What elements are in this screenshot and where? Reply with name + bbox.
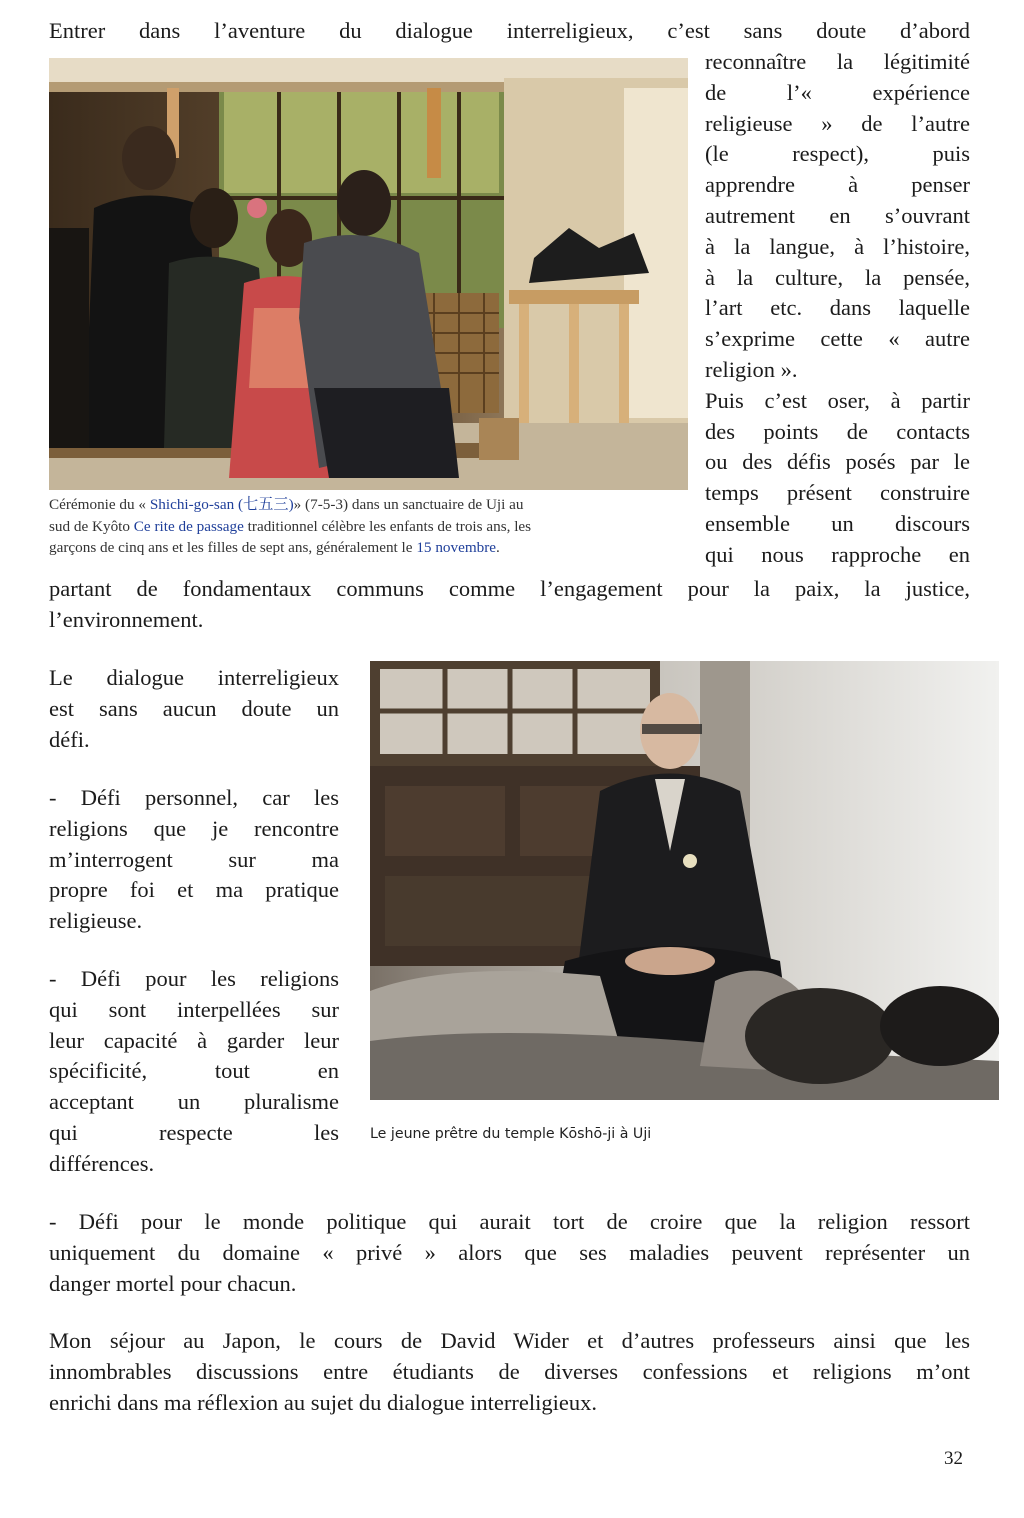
text-line: religieuse » de l’autre: [705, 110, 970, 136]
photo-1-caption: [49, 494, 689, 559]
caption-text: » (7-5-3) dans un sanctuaire de Uji au: [293, 496, 524, 513]
politics-challenge-line: danger mortel pour chacun.: [49, 1271, 297, 1296]
text-line: spécificité, tout en: [49, 1058, 339, 1084]
caption-text: garçons de cinq ans et les filles de sept ans, généralement le: [49, 539, 417, 556]
text-line: (le respect), puis: [705, 141, 970, 167]
politics-challenge-line: uniquement du domaine « privé » alors que ses maladies peuvent représenter un: [49, 1240, 970, 1265]
text-line: temps présent construire: [705, 480, 970, 506]
intro-line: partant de fondamentaux communs comme l’engagement pour la paix, la justice,: [49, 576, 970, 601]
text-line: est sans aucun doute un: [49, 695, 339, 721]
text-line: autrement en s’ouvrant: [705, 202, 970, 228]
closing-line: enrichi dans ma réflexion au sujet du dialogue interreligieux.: [49, 1390, 597, 1415]
intro-line: l’environnement.: [49, 607, 204, 632]
caption-text: sud de Kyôto: [49, 517, 134, 535]
text-line: reconnaître la légitimité: [705, 49, 970, 74]
text-line: qui respecte les: [49, 1119, 339, 1145]
challenge-intro-paragraph: [49, 663, 339, 755]
text-line: à la langue, à l’histoire,: [705, 233, 970, 259]
text-line: religions que je rencontre: [49, 815, 339, 841]
text-line: acceptant un pluralisme: [49, 1089, 339, 1115]
religions-challenge-paragraph: [49, 964, 339, 1180]
intro-line: Entrer dans l’aventure du dialogue interreligieux, c’est sans doute d’abord: [49, 18, 970, 43]
text-line: apprendre à penser: [705, 172, 970, 198]
caption-text: .: [496, 539, 500, 556]
text-line: ou des défis posés par le: [705, 449, 970, 475]
text-line: de l’« expérience: [705, 79, 970, 105]
shichi-go-san-link[interactable]: Shichi-go-san (七五三): [149, 496, 294, 513]
text-line: ensemble un discours: [705, 510, 970, 536]
personal-challenge-paragraph: [49, 783, 339, 937]
intro-right-column: [705, 47, 970, 571]
text-line: religion ».: [705, 356, 798, 382]
closing-line: Mon séjour au Japon, le cours de David Wider et d’autres professeurs ainsi que les: [49, 1328, 970, 1353]
text-line: religieuse.: [49, 908, 143, 934]
15-novembre-link[interactable]: 15 novembre: [416, 539, 497, 556]
text-line: l’art etc. dans laquelle: [705, 295, 970, 321]
photo-2-caption: Le jeune prêtre du temple Kōshō-ji à Uji: [370, 1126, 652, 1142]
text-line: défi.: [49, 726, 90, 752]
text-line: s’exprime cette « autre: [705, 326, 970, 352]
text-line: leur capacité à garder leur: [49, 1027, 339, 1053]
caption-text: Cérémonie du «: [49, 496, 150, 513]
text-line: qui sont interpellées sur: [49, 996, 339, 1022]
text-line: Puis c’est oser, à partir: [705, 387, 970, 413]
text-line: des points de contacts: [705, 418, 970, 444]
closing-line: innombrables discussions entre étudiants de diverses confessions et religions m’ont: [49, 1359, 970, 1384]
text-line: Le dialogue interreligieux: [49, 665, 339, 690]
text-line: à la culture, la pensée,: [705, 264, 970, 290]
text-line: - Défi pour les religions: [49, 966, 339, 991]
text-line: propre foi et ma pratique: [49, 877, 339, 903]
page-number: 32: [944, 1448, 963, 1469]
rite-de-passage-link[interactable]: Ce rite de passage: [133, 517, 244, 535]
text-line: m’interrogent sur ma: [49, 846, 339, 872]
young-priest-photo: [370, 661, 999, 1100]
text-line: - Défi personnel, car les: [49, 785, 339, 810]
text-line: qui nous rapproche en: [705, 541, 970, 567]
text-line: différences.: [49, 1150, 155, 1176]
shichi-go-san-ceremony-photo: [49, 58, 688, 490]
caption-text: traditionnel célèbre les enfants de trois ans, les: [243, 517, 532, 535]
politics-challenge-line: - Défi pour le monde politique qui aurait tort de croire que la religion ressort: [49, 1209, 970, 1234]
